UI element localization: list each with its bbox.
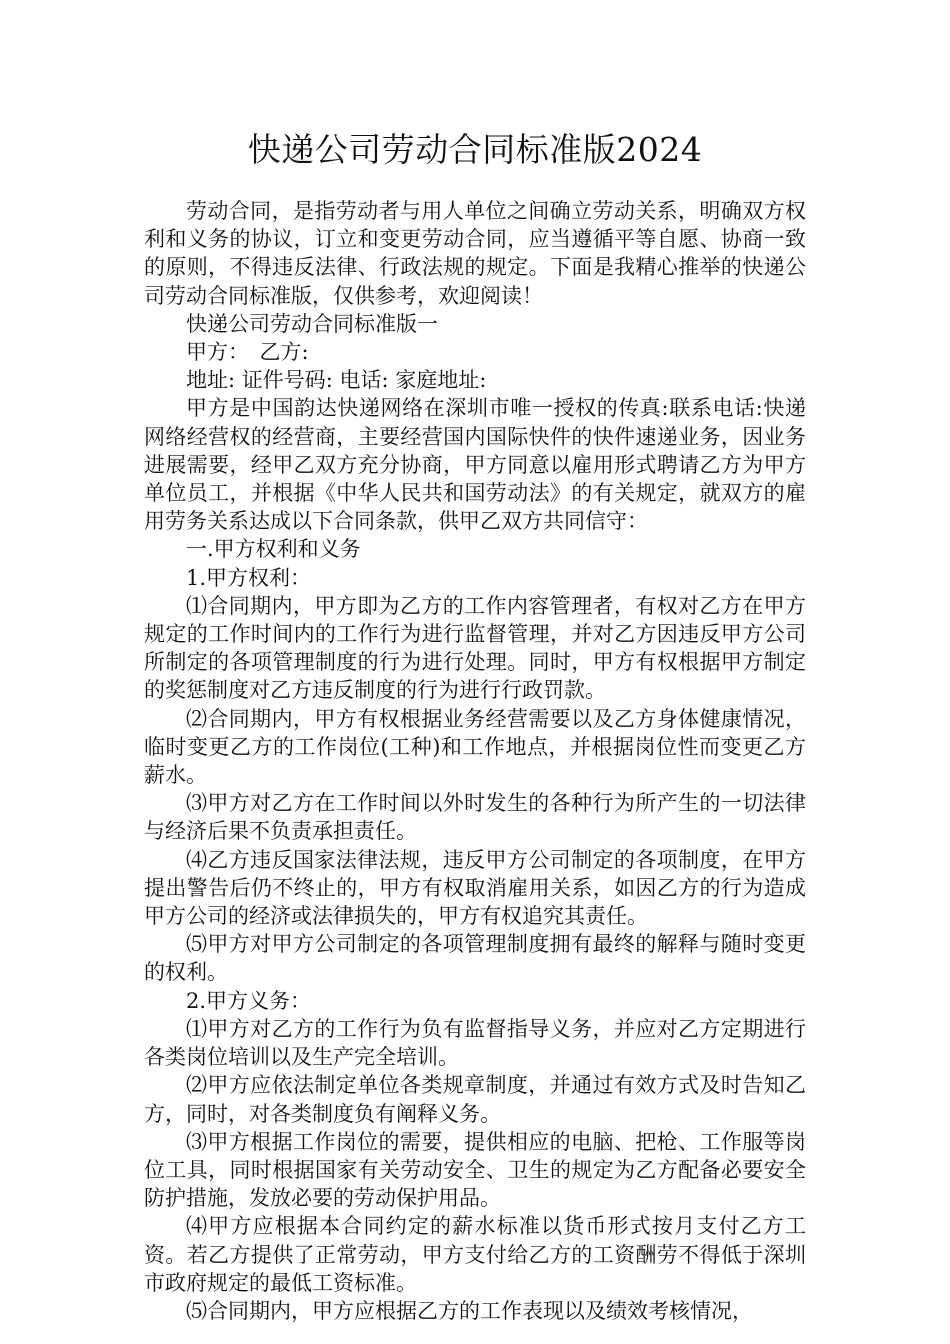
clause-duty-2: ⑵甲方应依法制定单位各类规章制度，并通过有效方式及时告知乙方，同时，对各类制度负有阐释义务。: [144, 1073, 806, 1126]
clause-duty-1: ⑴甲方对乙方的工作行为负有监督指导义务，并应对乙方定期进行各类岗位培训以及生产完全培训。: [144, 1016, 806, 1070]
paragraph-intro: 劳动合同，是指劳动者与用人单位之间确立劳动关系，明确双方权利和义务的协议，订立和变更劳动合同，应当遵循平等自愿、协商一致的原则，不得违反法律、行政法规的规定。下面是我精心推举的快递公司劳动合同标准版，仅供参考，欢迎阅读！: [144, 199, 806, 308]
clause-right-3: ⑶甲方对乙方在工作时间以外时发生的各种行为所产生的一切法律与经济后果不负责承担责任。: [144, 791, 806, 844]
clause-duty-5: ⑸合同期内，甲方应根据乙方的工作表现以及绩效考核情况，: [186, 1298, 753, 1323]
paragraph-version-heading: 快递公司劳动合同标准版一: [186, 311, 438, 336]
paragraph-preamble: 甲方是中国韵达快递网络在深圳市唯一授权的传真:联系电话:快递网络经营权的经营商，主要经营国内国际快件的快件速递业务，因业务进展需要，经甲乙双方充分协商，甲方同意以雇用形式聘请乙方为甲方单位员工，并根据《中华人民共和国劳动法》的有关规定，就双方的雇用劳务关系达成以下合同条款，供甲乙双方共同信守：: [144, 396, 806, 534]
clause-duty-4: ⑷甲方应根据本合同约定的薪水标准以货币形式按月支付乙方工资。若乙方提供了正常劳动，甲方支付给乙方的工资酬劳不得低于深圳市政府规定的最低工资标准。: [144, 1214, 806, 1295]
subsection-heading-rights: 1.甲方权利：: [186, 565, 312, 590]
paragraph-parties: 甲方： 乙方:: [186, 340, 309, 365]
document-body: [144, 197, 806, 1325]
section-heading-rights-duties: 一.甲方权利和义务: [186, 537, 361, 562]
clause-right-1: ⑴合同期内，甲方即为乙方的工作内容管理者，有权对乙方在甲方规定的工作时间内的工作行为进行监督管理，并对乙方因违反甲方公司所制定的各项管理制度的行为进行处理。同时，甲方有权根据甲方制定的奖惩制度对乙方违反制度的行为进行行政罚款。: [144, 593, 806, 703]
clause-right-4: ⑷乙方违反国家法律法规，违反甲方公司制定的各项制度，在甲方提出警告后仍不终止的，甲方有权取消雇用关系，如因乙方的行为造成甲方公司的经济或法律损失的，甲方有权追究其责任。: [144, 847, 806, 929]
document-title: 快递公司劳动合同标准版2024: [247, 130, 703, 169]
clause-right-5: ⑸甲方对甲方公司制定的各项管理制度拥有最终的解释与随时变更的权利。: [144, 932, 806, 985]
paragraph-address-fields: 地址: 证件号码: 电话: 家庭地址:: [186, 368, 487, 393]
subsection-heading-duties: 2.甲方义务：: [186, 988, 312, 1013]
clause-right-2: ⑵合同期内，甲方有权根据业务经营需要以及乙方身体健康情况，临时变更乙方的工作岗位(工种)和工作地点，并根据岗位性而变更乙方薪水。: [144, 706, 806, 788]
clause-duty-3: ⑶甲方根据工作岗位的需要，提供相应的电脑、把枪、工作服等岗位工具，同时根据国家有关劳动安全、卫生的规定为乙方配备必要安全防护措施，发放必要的劳动保护用品。: [144, 1129, 806, 1211]
